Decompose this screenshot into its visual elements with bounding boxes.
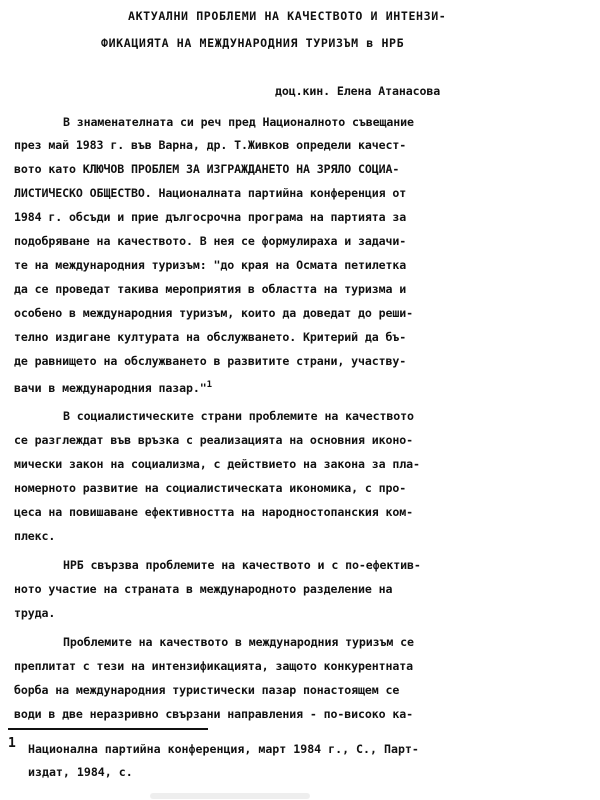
title-line-1: АКТУАЛНИ ПРОБЛЕМИ НА КАЧЕСТВОТО И ИНТЕНЗИ-	[128, 9, 447, 23]
body-line: НРБ свързва проблемите на качеството и с по-ефектив-	[63, 558, 421, 572]
footnote-line: издат, 1984, с.	[28, 765, 133, 779]
body-line: вото като КЛЮЧОВ ПРОБЛЕМ ЗА ИЗГРАЖДАНЕТО НА ЗРЯЛО СОЦИА-	[14, 162, 400, 176]
author-line: доц.кин. Елена Атанасова	[275, 84, 441, 98]
body-line: телно издигане културата на обслужването. Критерий да бъ-	[14, 330, 407, 344]
body-line: се разглеждат във връзка с реализацията на основния иконо-	[14, 433, 414, 447]
footnote-marker: 1	[8, 736, 16, 751]
body-line: В социалистическите страни проблемите на качеството	[63, 409, 414, 423]
body-line: 1984 г. обсъди и прие дългосрочна програма на партията за	[14, 210, 407, 224]
body-line: труда.	[14, 606, 56, 620]
footnote-reference: 1	[206, 380, 212, 390]
footnote-separator	[8, 728, 208, 730]
body-line: преплитат с тези на интензификацията, защото конкурентната	[14, 659, 414, 673]
body-line: да се проведат такива мероприятия в областта на туризма и	[14, 282, 407, 296]
body-line: подобряване на качеството. В нея се формулираха и задачи-	[14, 234, 407, 248]
body-line: ното участие на страната в международното разделение на	[14, 582, 393, 596]
body-line: номерното развитие на социалистическата икономика, с про-	[14, 481, 407, 495]
body-line: ЛИСТИЧЕСКО ОБЩЕСТВО. Националната партийна конференция от	[14, 186, 407, 200]
footnote-line: Национална партийна конференция, март 1984 г., С., Парт-	[28, 742, 419, 756]
body-line: мически закон на социализма, с действието на закона за пла-	[14, 457, 420, 471]
body-line: плекс.	[14, 529, 56, 543]
body-line: води в две неразривно свързани направления - по-високо ка-	[14, 707, 414, 721]
title-line-2: ФИКАЦИЯТА НА МЕЖДУНАРОДНИЯ ТУРИЗЪМ в НРБ	[101, 36, 405, 50]
body-line-with-footnote-ref	[14, 377, 212, 396]
body-line: Проблемите на качеството в международния туризъм се	[63, 635, 414, 649]
body-line: особено в международния туризъм, които да доведат до реши-	[14, 306, 414, 320]
body-line: де равнището на обслужването в развитите страни, участву-	[14, 354, 407, 368]
body-line: В знаменателната си реч пред Националното съвещание	[63, 115, 414, 129]
scan-artifact	[150, 793, 310, 799]
body-line: те на международния туризъм: "до края на Осмата петилетка	[14, 258, 407, 272]
body-line: борба на международния туристически пазар понастоящем се	[14, 683, 400, 697]
body-line: цеса на повишаване ефективността на народностопанския ком-	[14, 505, 414, 519]
body-line: през май 1983 г. във Варна, др. Т.Живков определи качест-	[14, 138, 407, 152]
body-line-text: вачи в международния пазар."	[14, 381, 207, 395]
